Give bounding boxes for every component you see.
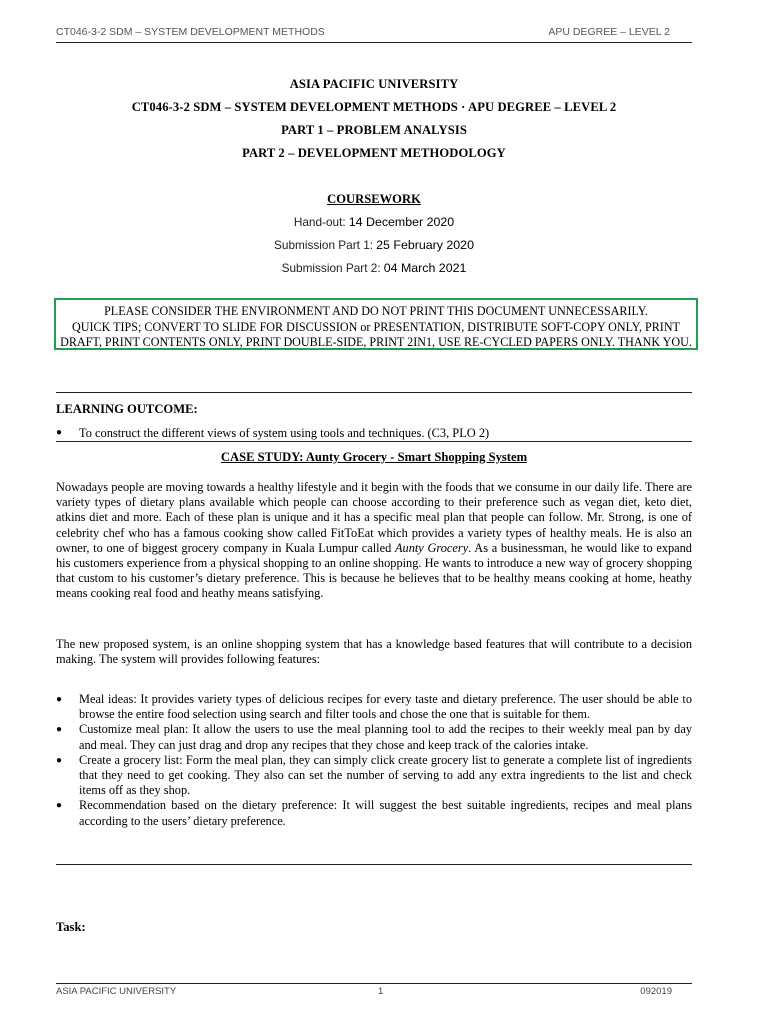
page-number: 1 <box>378 986 384 997</box>
task-heading: Task: <box>56 920 86 934</box>
document-page <box>56 0 692 1024</box>
notice-line-2: QUICK TIPS; CONVERT TO SLIDE FOR DISCUSSION or PRESENTATION, DISTRIBUTE SOFT-COPY ONLY, PRINT <box>72 319 680 334</box>
list-item <box>56 722 692 752</box>
footer-divider <box>56 983 692 984</box>
header-level: APU DEGREE – LEVEL 2 <box>548 26 670 38</box>
submission1-value: 25 February 2020 <box>376 238 474 252</box>
case-study-title: CASE STUDY: Aunty Grocery - Smart Shopping System <box>220 450 528 464</box>
list-item <box>56 798 692 828</box>
part1-title: PART 1 – PROBLEM ANALYSIS <box>281 123 467 137</box>
case-study-paragraph-1 <box>56 480 692 602</box>
submission1-label: Submission Part 1: <box>274 238 374 252</box>
submission2-label: Submission Part 2: <box>281 261 381 275</box>
handout-value: 14 December 2020 <box>348 215 455 229</box>
header-divider <box>56 42 692 43</box>
section-divider-middle <box>56 441 692 442</box>
submission2-date <box>56 261 692 276</box>
feature-text: Meal ideas: It provides variety types of delicious recipes for every taste and dietary preference. The user should be able to browse the entire food selection using search and filter tools and chose the one that is suitable for them. <box>79 692 692 722</box>
bullet-icon: ● <box>56 694 63 705</box>
page-header <box>56 26 692 42</box>
footer-university: ASIA PACIFIC UNIVERSITY <box>56 986 177 997</box>
feature-text: Recommendation based on the dietary preference: It will suggest the best suitable ingredients, recipes and meal plans according to the users’ dietary preference. <box>79 798 692 828</box>
case-study-paragraph-2 <box>56 637 692 667</box>
submission1-date <box>56 238 692 253</box>
bullet-icon: ● <box>56 800 63 812</box>
environment-notice-box <box>54 298 698 350</box>
bullet-icon: ● <box>56 427 63 438</box>
learning-outcome-text: To construct the different views of system using tools and techniques. (C3, PLO 2) <box>79 426 490 440</box>
paragraph-2-text: The new proposed system, is an online shopping system that has a knowledge based features that will contribute to a decision making. The system will provides following features: <box>56 637 692 667</box>
page-footer <box>56 986 692 1000</box>
submission2-value: 04 March 2021 <box>383 261 467 275</box>
feature-text: Create a grocery list: Form the meal plan, they can simply click create grocery list to generate a complete list of ingredients that they need to get cooking. They also can set the number of serving to add any extra ingredients to the list and check items off as they shop. <box>79 752 692 798</box>
coursework-heading: COURSEWORK <box>327 192 421 206</box>
notice-line-1: PLEASE CONSIDER THE ENVIRONMENT AND DO NOT PRINT THIS DOCUMENT UNNECESSARILY. <box>104 304 648 318</box>
paragraph-1-text-b: . As a businessman, he would like to expand his customers experience from a physical shopping to an online shopping. He wants to introduce a new way of grocery shopping that custom to his customer’s dietary preference. This is because he believes that to be healthy means cooking at home, heathy means cooking real food and heathy means satisfying. <box>56 540 692 601</box>
footer-code: 092019 <box>640 986 672 997</box>
section-divider-top <box>56 392 692 393</box>
university-title: ASIA PACIFIC UNIVERSITY <box>289 77 459 91</box>
part2-title: PART 2 – DEVELOPMENT METHODOLOGY <box>242 146 506 160</box>
company-name: Aunty Grocery <box>394 540 469 555</box>
paragraph-1-text-a: Nowadays people are moving towards a healthy lifestyle and it begin with the foods that we consume in our daily life. There are variety types of dietary plans available which people can choose according to their preference such as vegan diet, keto diet, atkins diet and more. Each of these plan is unique and it has a specific meal plan that people can follow. Mr. Strong, is one of celebrity chef who has a famous cooking show called FitToEat which provides a variety types of healthy meals. He is also an owner, to one of biggest grocery company in Kuala Lumpur called <box>56 480 692 555</box>
bullet-icon: ● <box>56 754 63 766</box>
feature-text: Customize meal plan: It allow the users to use the meal planning tool to add the recipes to their weekly meal pan by day and meal. They can just drag and drop any recipes that they chose and keep track of the calories intake. <box>79 722 692 752</box>
notice-line-3: DRAFT, PRINT CONTENTS ONLY, PRINT DOUBLE-SIDE, PRINT 2IN1, USE RE-CYCLED PAPERS ONLY. THANK YOU. <box>60 335 692 349</box>
bullet-icon: ● <box>56 724 63 736</box>
learning-outcome-heading: LEARNING OUTCOME: <box>56 402 198 416</box>
handout-label: Hand-out: <box>293 215 346 229</box>
module-title: CT046-3-2 SDM – SYSTEM DEVELOPMENT METHODS · APU DEGREE – LEVEL 2 <box>131 100 617 114</box>
feature-list <box>56 692 692 829</box>
list-item <box>56 753 692 799</box>
section-divider-bottom <box>56 864 692 865</box>
handout-date <box>56 215 692 230</box>
header-module: CT046-3-2 SDM – SYSTEM DEVELOPMENT METHODS <box>56 26 325 38</box>
list-item <box>56 692 692 722</box>
